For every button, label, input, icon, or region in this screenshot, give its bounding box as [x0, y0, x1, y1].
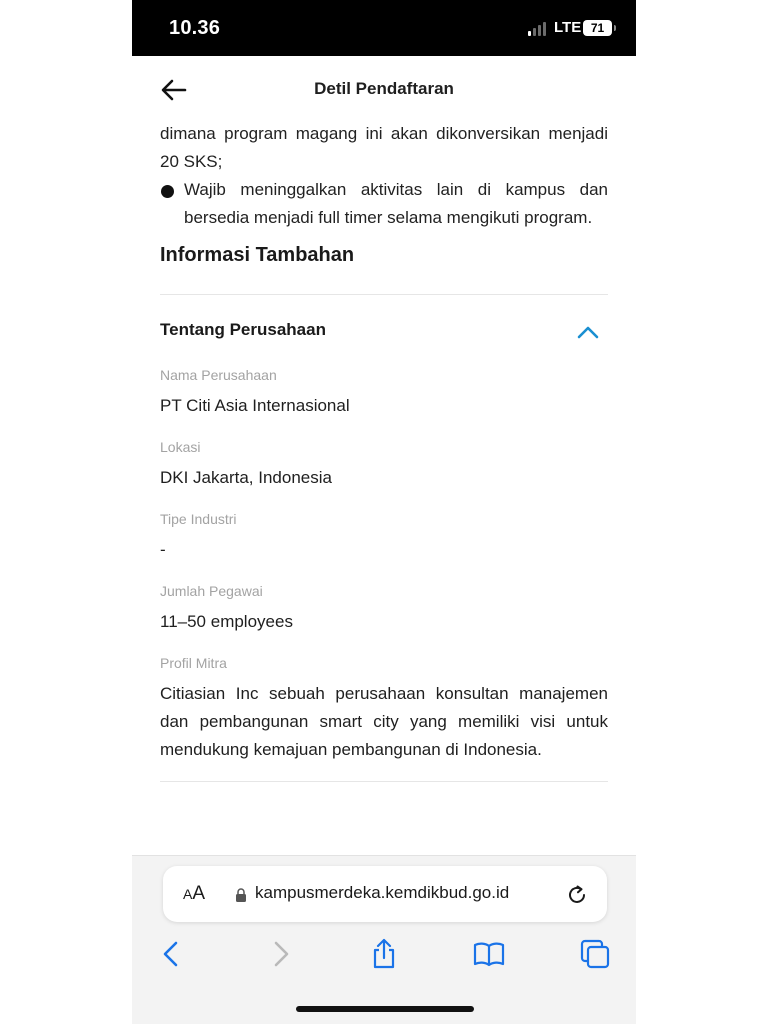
network-type: LTE: [554, 19, 582, 36]
status-time: 10.36: [169, 17, 221, 39]
field-value: Citiasian Inc sebuah perusahaan konsultan manajemen dan pembangunan smart city yang memiliki visi untuk mendukung kemajuan pembangunan di Indonesia.: [160, 684, 608, 759]
share-icon[interactable]: [368, 938, 400, 970]
browser-toolbar: [132, 855, 636, 1024]
field-employee-count: [160, 581, 608, 636]
detail-content: [160, 120, 608, 782]
lock-icon: [235, 888, 247, 902]
field-company-name: [160, 365, 608, 420]
url-text[interactable]: kampusmerdeka.kemdikbud.go.id: [255, 883, 510, 902]
back-icon[interactable]: [156, 938, 188, 970]
page-title: Detil Pendaftaran: [314, 79, 454, 98]
requirement-text: dimana program magang ini akan dikonversikan menjadi 20 SKS;: [160, 124, 608, 171]
accordion-company-header[interactable]: [160, 295, 608, 365]
field-label: Lokasi: [160, 439, 201, 455]
app-header: [132, 56, 636, 124]
reload-icon[interactable]: [565, 883, 589, 907]
field-partner-profile: [160, 653, 608, 764]
left-margin: [0, 0, 132, 1024]
requirement-bullet-text: Wajib meninggalkan aktivitas lain di kampus dan bersedia menjadi full timer selama mengikuti program.: [184, 180, 608, 227]
section-title: Informasi Tambahan: [160, 244, 355, 266]
home-indicator[interactable]: [296, 1006, 474, 1012]
reader-settings-button[interactable]: AA: [183, 883, 206, 904]
requirement-bullet: [160, 176, 608, 232]
field-label: Profil Mitra: [160, 655, 227, 671]
divider: [160, 781, 608, 782]
field-label: Nama Perusahaan: [160, 367, 277, 383]
field-value: 11–50 employees: [160, 612, 293, 631]
forward-icon[interactable]: [264, 938, 296, 970]
status-bar: [132, 0, 636, 56]
field-value: PT Citi Asia Internasional: [160, 396, 350, 415]
field-value: -: [160, 540, 166, 559]
accordion-title: Tentang Perusahaan: [160, 320, 326, 339]
battery-tip: [614, 25, 616, 31]
tabs-icon[interactable]: [579, 938, 611, 970]
address-bar[interactable]: [163, 866, 607, 922]
field-label: Tipe Industri: [160, 511, 237, 527]
signal-strength-icon: [528, 22, 550, 36]
right-margin: [636, 0, 768, 1024]
field-value: DKI Jakarta, Indonesia: [160, 468, 332, 487]
battery-icon: 71: [583, 20, 612, 36]
phone-screen: [132, 0, 636, 1024]
bookmarks-icon[interactable]: [473, 938, 505, 970]
field-industry-type: [160, 509, 608, 564]
chevron-up-icon[interactable]: [576, 324, 600, 340]
bullet-icon: [161, 185, 174, 198]
field-label: Jumlah Pegawai: [160, 583, 263, 599]
field-location: [160, 437, 608, 492]
